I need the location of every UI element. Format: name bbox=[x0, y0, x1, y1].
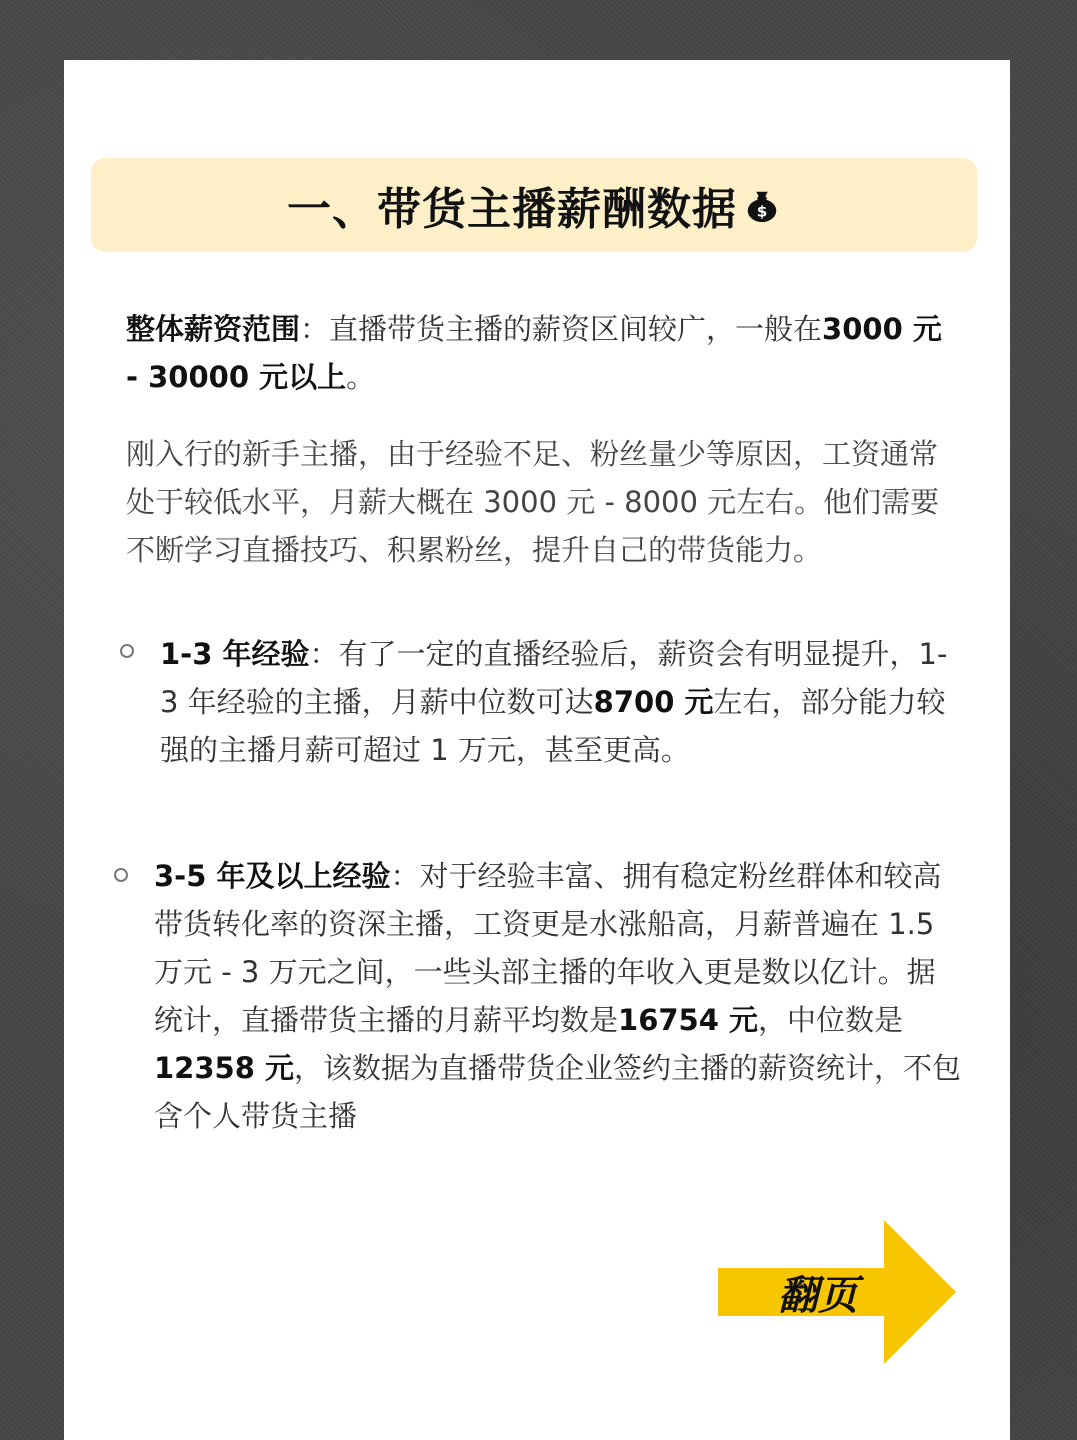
median-salary: 12358 元 bbox=[154, 1051, 294, 1085]
next-page-label: 翻页 bbox=[778, 1272, 858, 1319]
section-title: 一、带货主播薪酬数据 bbox=[287, 184, 737, 235]
experience-1-3-paragraph bbox=[160, 630, 960, 774]
experience-1-3-text: 有了一定的直播经验后，薪资会有明显提升，1-3 年经验的主播，月薪中位数可达 bbox=[160, 637, 948, 719]
money-bag-icon bbox=[743, 186, 781, 224]
overall-salary-end: 。 bbox=[346, 360, 376, 394]
experience-1-3-sep: ： bbox=[309, 637, 339, 671]
overall-salary-text: 直播带货主播的薪资区间较广，一般在 bbox=[329, 312, 823, 346]
experience-3-5-paragraph bbox=[154, 852, 964, 1140]
overall-salary-label: 整体薪资范围 bbox=[126, 312, 301, 346]
experience-1-3-text-end: 左右，部分能力较强的主播月薪可超过 1 万元，甚至更高。 bbox=[160, 685, 946, 767]
experience-3-5-text: 对于经验丰富、拥有稳定粉丝群体和较高带货转化率的资深主播，工资更是水涨船高，月薪普遍在 1.5 万元 - 3 万元之间，一些头部主播的年收入更是数以亿计。据统计，直播带货主播的月薪平均数是 bbox=[154, 859, 942, 1037]
experience-3-5-text-end: ，该数据为直播带货企业签约主播的薪资统计，不包含个人带货主播 bbox=[154, 1051, 962, 1133]
experience-1-3-median: 8700 元 bbox=[593, 685, 714, 719]
overall-salary-range: 3000 元 - 30000 元以上 bbox=[126, 312, 942, 394]
document-page bbox=[64, 60, 1010, 1440]
overall-salary-sep: ： bbox=[300, 312, 330, 346]
svg-text:$: $ bbox=[756, 202, 768, 221]
section-title-banner bbox=[91, 158, 977, 252]
experience-3-5-text-mid: ，中位数是 bbox=[758, 1003, 904, 1037]
average-salary: 16754 元 bbox=[618, 1003, 759, 1037]
bullet-circle-icon bbox=[120, 644, 134, 658]
experience-3-5-label: 3-5 年及以上经验 bbox=[154, 859, 391, 893]
experience-3-5-sep: ： bbox=[390, 859, 420, 893]
overall-salary-paragraph bbox=[126, 305, 956, 401]
next-page-button[interactable] bbox=[718, 1220, 958, 1364]
newbie-paragraph: 刚入行的新手主播，由于经验不足、粉丝量少等原因，工资通常处于较低水平，月薪大概在 3000 元 - 8000 元左右。他们需要不断学习直播技巧、积累粉丝，提升自己的带货能力。 bbox=[126, 437, 940, 567]
experience-1-3-label: 1-3 年经验 bbox=[160, 637, 310, 671]
bullet-circle-icon bbox=[114, 868, 128, 882]
